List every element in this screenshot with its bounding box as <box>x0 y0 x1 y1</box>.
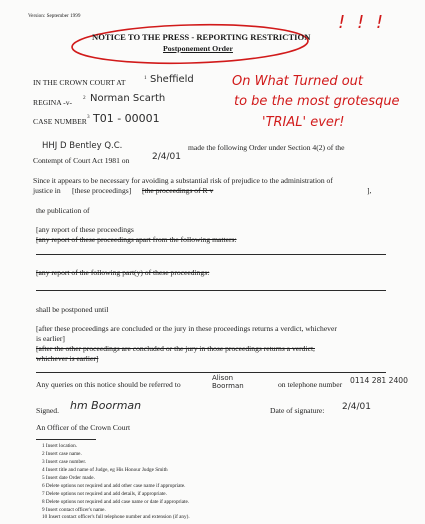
case-number-value: T01 - 00001 <box>93 112 160 125</box>
footnote-3: 3 Insert case number. <box>42 459 87 465</box>
any-report-struck: [any report of these proceedings apart from the following matters: <box>36 235 237 244</box>
court-value: Sheffield <box>150 74 194 85</box>
exclamation-marks: ! ! ! <box>338 12 387 33</box>
notice-title: NOTICE TO THE PRESS - REPORTING RESTRICTION <box>92 32 311 42</box>
date-of-signature: 2/4/01 <box>342 402 371 412</box>
blank-line-3 <box>36 372 386 373</box>
telephone-label: on telephone number <box>278 380 343 389</box>
court-label: IN THE CROWN COURT AT <box>33 78 126 87</box>
publication-of: the publication of <box>36 206 90 215</box>
blank-line-2 <box>36 290 386 291</box>
footnote-5: 5 Insert date Order made. <box>42 475 95 481</box>
annotation-line-3: 'TRIAL' ever! <box>262 115 345 130</box>
case-footnote-ref: 3 <box>87 114 90 120</box>
footnote-6: 6 Delete options not required and add other case name if appropriate. <box>42 483 186 489</box>
queries-text: Any queries on this notice should be referred to <box>36 380 181 389</box>
footnote-4: 4 Insert title and name of Judge, eg His Honour Judge Smith <box>42 467 168 473</box>
order-text-2: Contempt of Court Act 1981 on <box>33 156 130 165</box>
footnote-divider <box>36 439 96 440</box>
order-text: made the following Order under Section 4(2) of the <box>188 143 345 152</box>
version-label: Version: September 1999 <box>28 13 81 19</box>
annotation-line-2: to be the most grotesque <box>234 94 400 109</box>
date-of-signature-label: Date of signature: <box>270 406 325 415</box>
regina-footnote-ref: 2 <box>83 95 86 101</box>
footnote-1: 1 Insert location. <box>42 443 78 449</box>
court-footnote-ref: 1 <box>144 75 147 81</box>
queries-name: Alison Boorman <box>212 374 244 390</box>
is-earlier: is earlier] <box>36 334 65 343</box>
blank-line-1 <box>36 254 386 255</box>
signed-label: Signed. <box>36 406 59 415</box>
regina-value: Norman Scarth <box>90 93 166 104</box>
any-report-parties: [any report of the following part(y) of these proceedings: <box>36 268 210 277</box>
footnote-10: 10 Insert contact officer's full telephone number and extension (if any). <box>42 514 190 520</box>
notice-subtitle: Postponement Order <box>163 44 233 53</box>
signature: hm Boorman <box>70 399 142 412</box>
any-report: [any report of these proceedings <box>36 225 134 234</box>
footnote-8: 8 Delete options not required and add case name or date if appropriate. <box>42 499 190 505</box>
footnote-7: 7 Delete options not required and add details, if appropriate. <box>42 491 167 497</box>
case-number-label: CASE NUMBER <box>33 117 87 126</box>
telephone-number: 0114 281 2400 <box>350 376 408 385</box>
after-concluded: [after these proceedings are concluded or the jury in these proceedings returns a verdict, whichever <box>36 324 337 333</box>
annotation-line-1: On What Turned out <box>232 74 364 89</box>
regina-label: REGINA -v- <box>33 98 73 107</box>
since-end: ], <box>367 186 372 195</box>
footnote-9: 9 Insert contact officer's name. <box>42 507 106 513</box>
since-these-proceedings: [these proceedings] <box>72 186 132 195</box>
officer-label: An Officer of the Crown Court <box>36 423 131 432</box>
footnote-2: 2 Insert case name. <box>42 451 82 457</box>
after-other-struck: [after the other proceedings are concluded or the jury in those proceedings returns a verdict, <box>36 344 315 353</box>
whichever-struck: whichever is earlier] <box>36 354 99 363</box>
since-text: Since it appears to be necessary for avoiding a substantial risk of prejudice to the administration of <box>33 176 333 185</box>
order-date: 2/4/01 <box>152 152 181 162</box>
postponed-until: shall be postponed until <box>36 305 109 314</box>
since-text-2: justice in <box>33 186 61 195</box>
judge-name: HHJ D Bentley Q.C. <box>42 141 123 151</box>
since-struck-text: [the proceedings of R v <box>142 186 214 195</box>
